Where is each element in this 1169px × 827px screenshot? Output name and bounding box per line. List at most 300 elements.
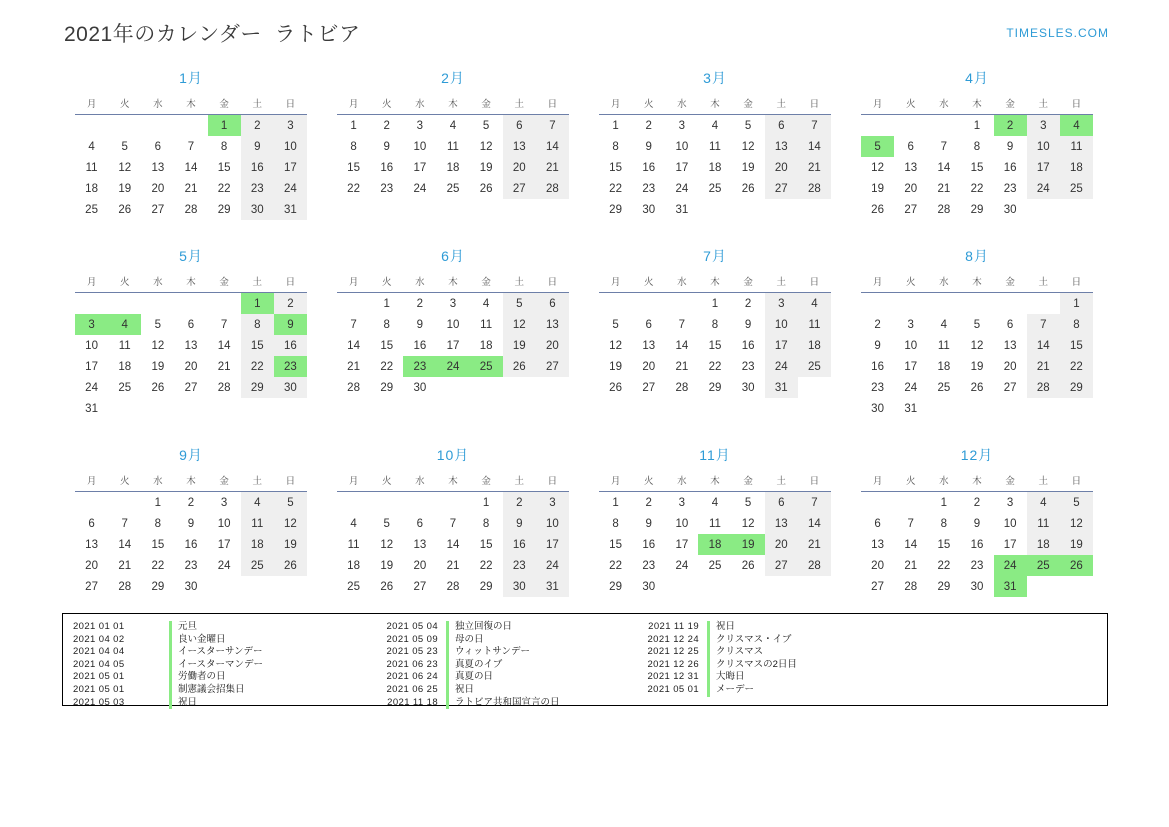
day-cell: 17: [217, 538, 231, 551]
day-cell: 15: [217, 161, 231, 174]
day-cell: 11: [480, 318, 493, 331]
legend-date: 2021 04 02: [73, 633, 125, 645]
week-row: [861, 115, 1093, 137]
weekday-header-row: [75, 471, 307, 492]
day-cell: 5: [383, 517, 390, 530]
day-cell: 21: [217, 360, 231, 373]
week-row: [337, 293, 569, 315]
day-cell: 3: [678, 119, 686, 132]
day-cell: 7: [449, 517, 457, 530]
day-cell-holiday: 5: [861, 136, 894, 157]
day-cell: 21: [798, 534, 831, 555]
day-cell-empty: [894, 115, 927, 137]
day-cell-holiday: 3: [75, 314, 108, 335]
day-cell: 2: [744, 297, 752, 310]
weekday-header: 土: [765, 471, 798, 492]
weekday-header: 土: [765, 272, 798, 293]
weekday-header: 水: [141, 272, 174, 293]
legend-item: [73, 684, 324, 697]
day-cell: 5: [973, 318, 981, 331]
month-title: 4月: [965, 70, 989, 86]
day-cell: 22: [970, 182, 984, 195]
day-cell: 23: [184, 559, 198, 572]
weekday-header: 金: [208, 272, 241, 293]
month-block: [846, 246, 1108, 419]
day-cell: 21: [536, 157, 569, 178]
weekday-header: 土: [241, 94, 274, 115]
week-row: [861, 377, 1093, 398]
day-cell: 31: [675, 203, 689, 216]
month-title: 1月: [179, 70, 203, 86]
day-cell: 26: [503, 356, 536, 377]
day-cell: 30: [1003, 203, 1017, 216]
day-cell: 6: [645, 318, 652, 331]
day-cell: 27: [871, 580, 884, 593]
day-cell: 21: [675, 360, 689, 373]
day-cell-empty: [1027, 293, 1060, 315]
day-cell-empty: [108, 398, 141, 419]
month-table: [75, 471, 307, 597]
day-cell: 5: [154, 318, 162, 331]
month-table: [337, 272, 569, 398]
day-cell: 1: [350, 119, 357, 132]
legend-column: [324, 614, 585, 708]
week-row: [75, 335, 307, 356]
day-cell: 30: [503, 576, 536, 597]
day-cell: 19: [741, 161, 755, 174]
day-cell: 28: [118, 580, 132, 593]
legend-date: 2021 12 25: [647, 646, 699, 658]
day-cell-empty: [798, 377, 831, 398]
day-cell: 18: [347, 559, 360, 572]
week-row: [599, 136, 831, 157]
day-cell: 26: [479, 182, 493, 195]
day-cell: 1: [612, 496, 619, 509]
day-cell: 7: [536, 115, 569, 137]
legend-holiday-name: 祝日: [455, 683, 475, 695]
day-cell: 31: [274, 199, 307, 220]
month-title: 10月: [436, 447, 470, 463]
day-cell: 12: [503, 314, 536, 335]
weekday-header: 月: [337, 272, 370, 293]
day-cell: 12: [970, 339, 984, 352]
legend-item: [73, 646, 324, 659]
day-cell: 28: [446, 580, 460, 593]
day-cell: 2: [383, 119, 390, 132]
day-cell: 24: [765, 356, 798, 377]
day-cell: 14: [798, 136, 831, 157]
day-cell-holiday: 18: [698, 534, 731, 555]
day-cell: 24: [675, 182, 689, 195]
day-cell: 30: [871, 402, 884, 415]
weekday-header: 日: [536, 94, 569, 115]
legend-item: [334, 634, 585, 647]
day-cell: 6: [416, 517, 424, 530]
legend-date: 2021 12 26: [647, 658, 699, 670]
day-cell: 24: [217, 559, 231, 572]
day-cell: 11: [85, 161, 98, 174]
weekday-header: 日: [274, 272, 307, 293]
legend-holiday-name: 元旦: [178, 621, 198, 632]
day-cell-empty: [732, 576, 765, 597]
legend-date: 2021 12 24: [647, 633, 699, 645]
day-cell-empty: [370, 492, 403, 514]
day-cell: 21: [798, 157, 831, 178]
weekday-header: 日: [536, 272, 569, 293]
legend-color-swatch: [446, 634, 449, 647]
day-cell: 1: [154, 496, 162, 509]
day-cell: 9: [241, 136, 274, 157]
day-cell-empty: [994, 398, 1027, 419]
day-cell: 23: [741, 360, 755, 373]
day-cell: 30: [970, 580, 984, 593]
weekday-header: 火: [108, 94, 141, 115]
week-row: [337, 157, 569, 178]
month-table: [599, 94, 831, 220]
day-cell: 13: [503, 136, 536, 157]
weekday-header: 水: [141, 94, 174, 115]
day-cell: 21: [446, 559, 460, 572]
week-row: [75, 398, 307, 419]
day-cell: 4: [711, 496, 719, 509]
day-cell: 24: [536, 555, 569, 576]
weekday-header: 金: [994, 272, 1027, 293]
legend-holiday-name: メーデー: [716, 683, 755, 695]
weekday-header: 火: [894, 471, 927, 492]
legend-holiday-name: 制憲議会招集日: [178, 683, 245, 695]
legend-color-swatch: [707, 684, 710, 697]
day-cell: 10: [675, 140, 689, 153]
legend-color-swatch: [707, 621, 710, 634]
legend-item: [334, 684, 585, 697]
day-cell: 12: [479, 140, 493, 153]
legend-holiday-name: 母の日: [455, 633, 484, 645]
day-cell-empty: [208, 293, 241, 315]
day-cell: 6: [765, 115, 798, 137]
week-row: [337, 377, 569, 398]
day-cell: 21: [937, 182, 951, 195]
legend-column: [585, 614, 846, 705]
day-cell: 28: [536, 178, 569, 199]
day-cell: 27: [151, 203, 165, 216]
day-cell: 8: [711, 318, 719, 331]
day-cell: 18: [479, 339, 493, 352]
day-cell: 15: [609, 538, 622, 551]
weekday-header: 土: [241, 272, 274, 293]
day-cell-empty: [632, 293, 665, 315]
day-cell: 12: [741, 517, 755, 530]
month-block: [60, 68, 322, 220]
day-cell: 12: [871, 161, 884, 174]
day-cell: 17: [675, 161, 689, 174]
weekday-header: 土: [503, 94, 536, 115]
day-cell: 13: [871, 538, 884, 551]
day-cell: 14: [118, 538, 132, 551]
day-cell: 21: [118, 559, 132, 572]
day-cell: 1: [1060, 293, 1093, 315]
day-cell: 23: [1003, 182, 1017, 195]
day-cell: 20: [184, 360, 198, 373]
month-block: [322, 68, 584, 220]
day-cell: 8: [383, 318, 390, 331]
day-cell: 15: [241, 335, 274, 356]
day-cell: 4: [88, 140, 95, 153]
day-cell: 31: [536, 576, 569, 597]
day-cell: 20: [536, 335, 569, 356]
week-row: [75, 136, 307, 157]
week-row: [75, 377, 307, 398]
day-cell: 9: [744, 318, 752, 331]
legend-color-swatch: [707, 646, 710, 659]
day-cell: 18: [798, 335, 831, 356]
day-cell-empty: [174, 115, 207, 137]
weekday-header: 月: [599, 471, 632, 492]
weekday-header: 日: [1060, 471, 1093, 492]
day-cell: 15: [609, 161, 622, 174]
day-cell-empty: [599, 293, 632, 315]
week-row: [861, 356, 1093, 377]
weekday-header-row: [861, 272, 1093, 293]
legend-holiday-name: クリスマス・イブ: [716, 633, 792, 645]
holiday-legend: [62, 613, 1108, 706]
week-row: [861, 178, 1093, 199]
day-cell: 29: [380, 381, 394, 394]
day-cell-empty: [894, 492, 927, 514]
legend-item: [595, 646, 846, 659]
day-cell-empty: [141, 115, 174, 137]
day-cell: 2: [645, 119, 652, 132]
day-cell: 16: [184, 538, 198, 551]
weekday-header: 日: [798, 471, 831, 492]
month-title: 7月: [703, 248, 727, 264]
weekday-header-row: [599, 272, 831, 293]
day-cell: 22: [708, 360, 722, 373]
day-cell-empty: [1060, 576, 1093, 597]
weekday-header: 金: [470, 272, 503, 293]
weekday-header: 日: [536, 471, 569, 492]
month-table: [75, 272, 307, 419]
week-row: [75, 314, 307, 335]
day-cell: 26: [871, 203, 884, 216]
week-row: [75, 513, 307, 534]
day-cell: 24: [904, 381, 918, 394]
weekday-header: 水: [927, 94, 960, 115]
day-cell: 17: [765, 335, 798, 356]
day-cell: 4: [940, 318, 948, 331]
week-row: [337, 115, 569, 137]
weekday-header: 水: [403, 471, 436, 492]
day-cell: 20: [765, 157, 798, 178]
day-cell: 11: [347, 538, 360, 551]
day-cell: 6: [187, 318, 195, 331]
legend-item: [334, 646, 585, 659]
week-row: [599, 178, 831, 199]
weekday-header: 日: [274, 471, 307, 492]
day-cell: 9: [645, 517, 652, 530]
week-row: [861, 555, 1093, 576]
weekday-header: 土: [1027, 272, 1060, 293]
day-cell: 25: [937, 381, 951, 394]
day-cell: 28: [904, 580, 918, 593]
day-cell: 10: [904, 339, 918, 352]
day-cell: 5: [274, 492, 307, 514]
day-cell: 25: [241, 555, 274, 576]
day-cell: 28: [798, 178, 831, 199]
weekday-header-row: [75, 94, 307, 115]
day-cell: 27: [503, 178, 536, 199]
legend-date: 2021 05 09: [386, 633, 438, 645]
week-row: [75, 356, 307, 377]
day-cell: 17: [1027, 157, 1060, 178]
day-cell-empty: [141, 293, 174, 315]
day-cell: 8: [350, 140, 357, 153]
day-cell: 1: [711, 297, 719, 310]
week-row: [861, 513, 1093, 534]
day-cell-holiday: 19: [732, 534, 765, 555]
day-cell-empty: [108, 293, 141, 315]
day-cell: 18: [118, 360, 132, 373]
week-row: [861, 314, 1093, 335]
day-cell-empty: [698, 199, 731, 220]
legend-item: [595, 634, 846, 647]
week-row: [861, 335, 1093, 356]
day-cell-holiday: 1: [241, 293, 274, 315]
weekday-header: 金: [994, 471, 1027, 492]
day-cell: 26: [118, 203, 132, 216]
day-cell: 13: [642, 339, 656, 352]
legend-holiday-name: 祝日: [716, 621, 736, 632]
day-cell: 24: [85, 381, 98, 394]
day-cell: 4: [1027, 492, 1060, 514]
month-block: [584, 246, 846, 419]
legend-item: [73, 634, 324, 647]
day-cell: 14: [1027, 335, 1060, 356]
day-cell: 30: [274, 377, 307, 398]
day-cell: 20: [85, 559, 98, 572]
month-table: [599, 471, 831, 597]
day-cell-empty: [1027, 199, 1060, 220]
day-cell: 3: [536, 492, 569, 514]
day-cell: 15: [479, 538, 493, 551]
day-cell-empty: [1027, 398, 1060, 419]
day-cell-empty: [503, 377, 536, 398]
day-cell-empty: [141, 398, 174, 419]
month-table: [861, 471, 1093, 597]
day-cell: 7: [940, 140, 948, 153]
day-cell-empty: [108, 115, 141, 137]
day-cell: 19: [609, 360, 622, 373]
weekday-header: 月: [75, 471, 108, 492]
weekday-header-row: [861, 471, 1093, 492]
day-cell: 10: [446, 318, 460, 331]
legend-date: 2021 06 25: [386, 683, 438, 695]
brand-label: TIMESLES.COM: [1006, 26, 1109, 40]
legend-holiday-name: 独立回復の日: [455, 621, 513, 632]
weekday-header: 金: [732, 94, 765, 115]
day-cell: 13: [904, 161, 918, 174]
weekday-header-row: [337, 94, 569, 115]
day-cell: 23: [642, 559, 656, 572]
day-cell: 18: [241, 534, 274, 555]
day-cell: 29: [609, 203, 622, 216]
month-title: 3月: [703, 70, 727, 86]
day-cell: 22: [241, 356, 274, 377]
day-cell: 17: [904, 360, 918, 373]
day-cell-empty: [1060, 398, 1093, 419]
day-cell: 7: [907, 517, 914, 530]
month-title: 6月: [441, 248, 465, 264]
day-cell-empty: [337, 293, 370, 315]
day-cell: 27: [413, 580, 427, 593]
day-cell: 10: [765, 314, 798, 335]
day-cell: 9: [187, 517, 195, 530]
day-cell: 6: [765, 492, 798, 514]
day-cell: 29: [479, 580, 493, 593]
day-cell: 9: [383, 140, 390, 153]
day-cell: 23: [642, 182, 656, 195]
legend-item: [595, 671, 846, 684]
day-cell: 31: [85, 402, 98, 415]
day-cell-holiday: 31: [994, 576, 1027, 597]
weekday-header: 月: [75, 272, 108, 293]
day-cell: 6: [536, 293, 569, 315]
day-cell: 27: [184, 381, 198, 394]
day-cell: 24: [274, 178, 307, 199]
legend-color-swatch: [169, 684, 172, 697]
legend-holiday-name: 真夏のイブ: [455, 658, 503, 670]
day-cell-empty: [798, 199, 831, 220]
day-cell: 11: [709, 517, 721, 530]
legend-date: 2021 04 04: [73, 646, 125, 658]
day-cell: 8: [241, 314, 274, 335]
day-cell: 8: [220, 140, 228, 153]
legend-color-swatch: [446, 621, 449, 634]
legend-date: 2021 05 01: [73, 671, 125, 683]
month-block: [322, 445, 584, 597]
month-block: [322, 246, 584, 419]
week-row: [337, 178, 569, 199]
day-cell-empty: [274, 398, 307, 419]
day-cell: 23: [871, 381, 884, 394]
week-row: [337, 576, 569, 597]
weekday-header: 金: [732, 471, 765, 492]
day-cell-empty: [208, 398, 241, 419]
day-cell: 19: [503, 335, 536, 356]
day-cell: 17: [446, 339, 460, 352]
day-cell: 14: [446, 538, 460, 551]
weekday-header: 月: [599, 272, 632, 293]
weekday-header: 水: [665, 272, 698, 293]
day-cell: 29: [708, 381, 722, 394]
legend-item: [334, 659, 585, 672]
day-cell: 25: [1060, 178, 1093, 199]
day-cell: 6: [503, 115, 536, 137]
week-row: [599, 377, 831, 398]
day-cell: 22: [609, 182, 622, 195]
day-cell: 7: [187, 140, 195, 153]
weekday-header: 月: [861, 94, 894, 115]
legend-date: 2021 06 24: [386, 671, 438, 683]
legend-item: [595, 684, 846, 697]
day-cell-empty: [960, 398, 993, 419]
day-cell: 26: [609, 381, 622, 394]
day-cell: 20: [904, 182, 918, 195]
day-cell-empty: [765, 199, 798, 220]
day-cell: 2: [645, 496, 652, 509]
weekday-header: 木: [436, 272, 469, 293]
legend-color-swatch: [169, 634, 172, 647]
month-title: 5月: [179, 248, 203, 264]
